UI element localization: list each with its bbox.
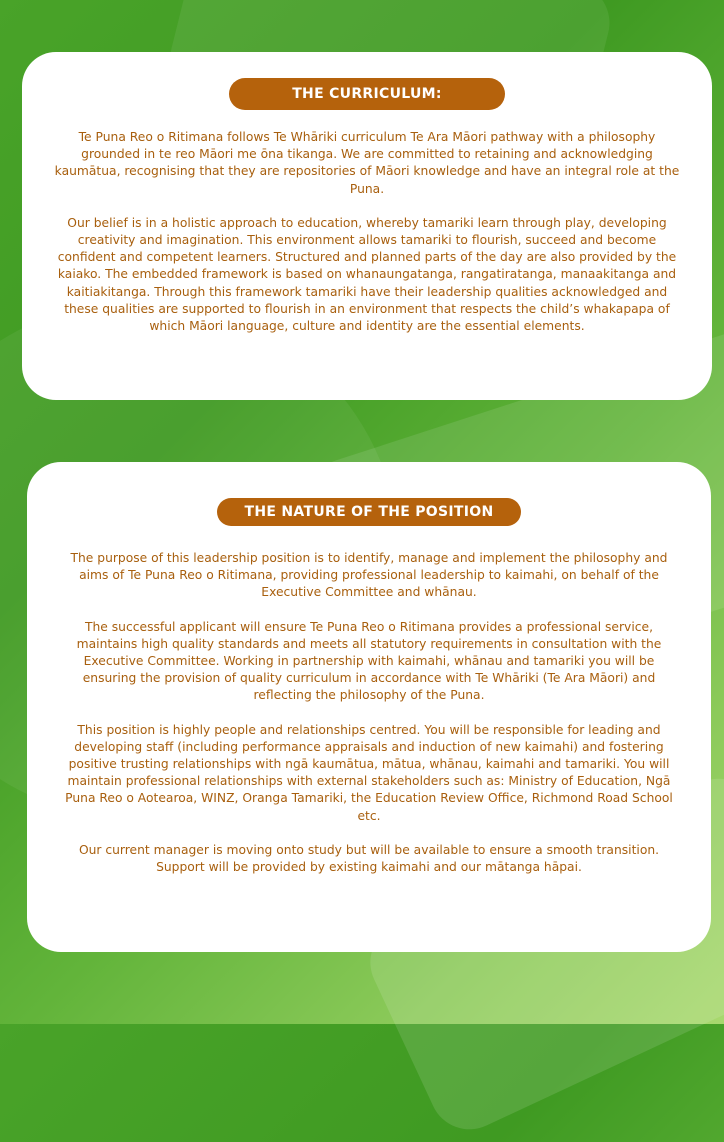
position-heading: THE NATURE OF THE POSITION [217, 498, 521, 526]
curriculum-paragraph-2: Our belief is in a holistic approach to education, whereby tamariki learn through play, developing creativity and imagination. This environment allows tamariki to flourish, succeed and become confident and competent learners. Structured and planned parts of the day are also provided by the kaiako. The embedded framework is based on whanaungatanga, rangatiratanga, manaakitanga and kaitiakitanga. Through this framework tamariki have their leadership qualities acknowledged and these qualities are supported to flourish in an environment that respects the child’s whakapapa of which Māori language, culture and identity are the essential elements. [57, 215, 677, 334]
curriculum-paragraph-1: Te Puna Reo o Ritimana follows Te Whāriki curriculum Te Ara Māori pathway with a philosophy grounded in te reo Māori me ōna tikanga. We are committed to retaining and acknowledging kaumātua, recognising that they are repositories of Māori knowledge and have an integral role at the Puna. [54, 130, 680, 196]
position-paragraph-2: The successful applicant will ensure Te Puna Reo o Ritimana provides a professional service, maintains high quality standards and meets all statutory requirements in consultation with the Executive Committee. Working in partnership with kaimahi, whānau and tamariki you will be ensuring the provision of quality curriculum in accordance with Te Whāriki (Te Ara Māori) and reflecting the philosophy of the Puna. [76, 619, 662, 703]
position-paragraph-4: Our current manager is moving onto study but will be available to ensure a smooth transition. Support will be provided by existing kaimahi and our mātanga hāpai. [78, 842, 660, 875]
position-paragraph-1: The purpose of this leadership position is to identify, manage and implement the philosophy and aims of Te Puna Reo o Ritimana, providing professional leadership to kaimahi, on behalf of the Executive Committee and whānau. [70, 551, 668, 600]
position-card [27, 462, 711, 952]
curriculum-heading: THE CURRICULUM: [229, 78, 505, 110]
curriculum-card [22, 52, 712, 400]
position-paragraph-3: This position is highly people and relationships centred. You will be responsible for leading and developing staff (including performance appraisals and induction of new kaimahi) and fostering positive trusting relationships with ngā kaumātua, mātua, whānau, kaimahi and tamariki. You will maintain professional relationships with external stakeholders such as: Ministry of Education, Ngā Puna Reo o Aotearoa, WINZ, Oranga Tamariki, the Education Review Office, Richmond Road School etc. [65, 722, 673, 823]
